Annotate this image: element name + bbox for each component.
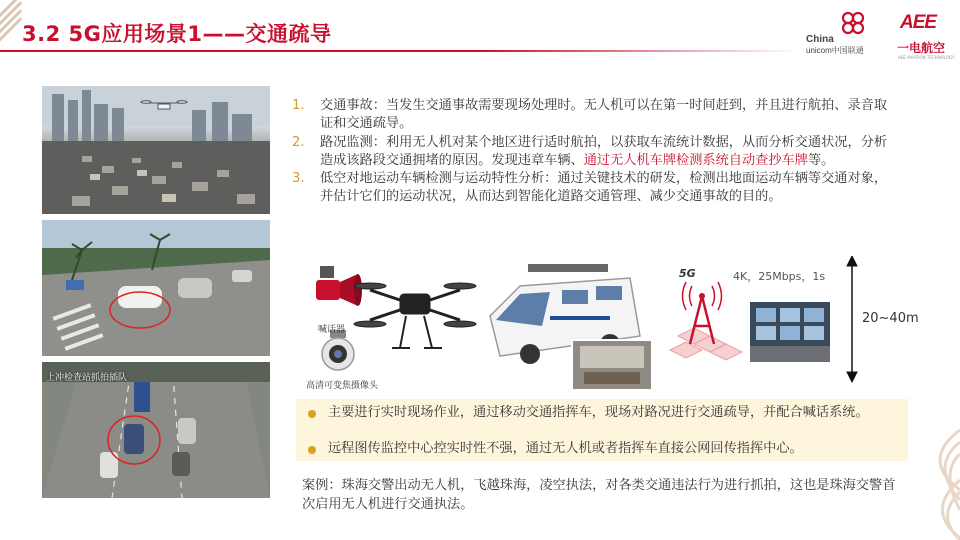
bullet-item — [306, 404, 908, 422]
aee-logo-tagline: AEE AVIATION TECHNOLOGY — [898, 55, 955, 60]
list-item-text: 路况监测：利用无人机对某个地区进行适时航拍，以获取车流统计数据，从而分析交通状况，分析造成该路段交通拥堵的原因。发现违章车辆、 — [320, 134, 888, 168]
checkpoint-photo-caption: 上冲检查站抓拍插队 — [46, 373, 128, 383]
control-center-image — [750, 302, 830, 362]
scenario-list — [292, 97, 892, 207]
5g-tower-icon — [670, 282, 742, 360]
camera-label: 高清可变焦摄像头 — [306, 381, 379, 391]
page-title: 3.2 5G应用场景1——交通疏导 — [22, 22, 332, 46]
key-points-box — [296, 399, 908, 461]
list-item-text: 低空对地运动车辆检测与运动特性分析：通过关键技术的研发，检测出地面运动车辆等交通对象，并估计它们的运动状况，从而达到智能化道路交通管理、减少交通事故的目的。 — [320, 171, 888, 205]
bullet-text: 主要进行实时现场作业，通过移动交通指挥车，现场对路况进行交通疏导，并配合喊话系统。 — [328, 405, 869, 420]
speaker-label: 喊话器 — [318, 325, 346, 335]
5g-label: 5G — [679, 267, 696, 280]
decorative-stripes-bottom-right — [900, 420, 960, 540]
list-number: 3. — [292, 171, 305, 187]
list-item-text-end: 等。 — [807, 152, 835, 168]
unicom-knot-icon — [838, 10, 868, 36]
case-study-text: 案例：珠海交警出动无人机，飞越珠海，凌空执法，对各类交通违法行为进行抓拍，这也是珠海交警首次启用无人机进行交通执法。 — [302, 478, 896, 512]
list-item — [292, 134, 892, 171]
drone-icon — [354, 283, 476, 348]
traffic-jam-photo — [42, 86, 270, 214]
crosswalk-traffic-photo — [42, 220, 270, 356]
list-item-text: 交通事故：当发生交通事故需要现场处理时。无人机可以在第一时间赶到，并且进行航拍、录音取证和交通疏导。 — [320, 98, 888, 132]
arrow-vertical-icon — [847, 256, 857, 382]
list-item — [292, 170, 892, 207]
list-number: 1. — [292, 98, 305, 113]
bullet-dot-icon — [308, 410, 316, 418]
range-label: 20~40m — [862, 311, 919, 326]
bullet-text: 远程图传监控中心控实时性不强，通过无人机或者指挥车直接公网回传指挥中心。 — [328, 441, 803, 456]
list-item — [292, 97, 892, 134]
bullet-item — [306, 440, 908, 458]
aee-logo-name: 一电航空 — [897, 41, 946, 55]
bullet-dot-icon — [308, 446, 316, 454]
aee-logo-mark: AEE — [900, 12, 937, 33]
unicom-logo-line1: China — [806, 34, 834, 45]
highlighted-text: 通过无人机车牌检测系统自动查抄车牌 — [583, 152, 808, 168]
title-underline — [0, 50, 800, 52]
vehicle-interior-image — [572, 340, 652, 390]
camera-icon — [322, 330, 354, 370]
transmission-spec-label: 4K，25Mbps，1s — [733, 270, 826, 283]
system-diagram — [300, 256, 950, 396]
unicom-logo-line2: unicom中国联通 — [806, 46, 864, 55]
list-number: 2. — [292, 134, 305, 150]
